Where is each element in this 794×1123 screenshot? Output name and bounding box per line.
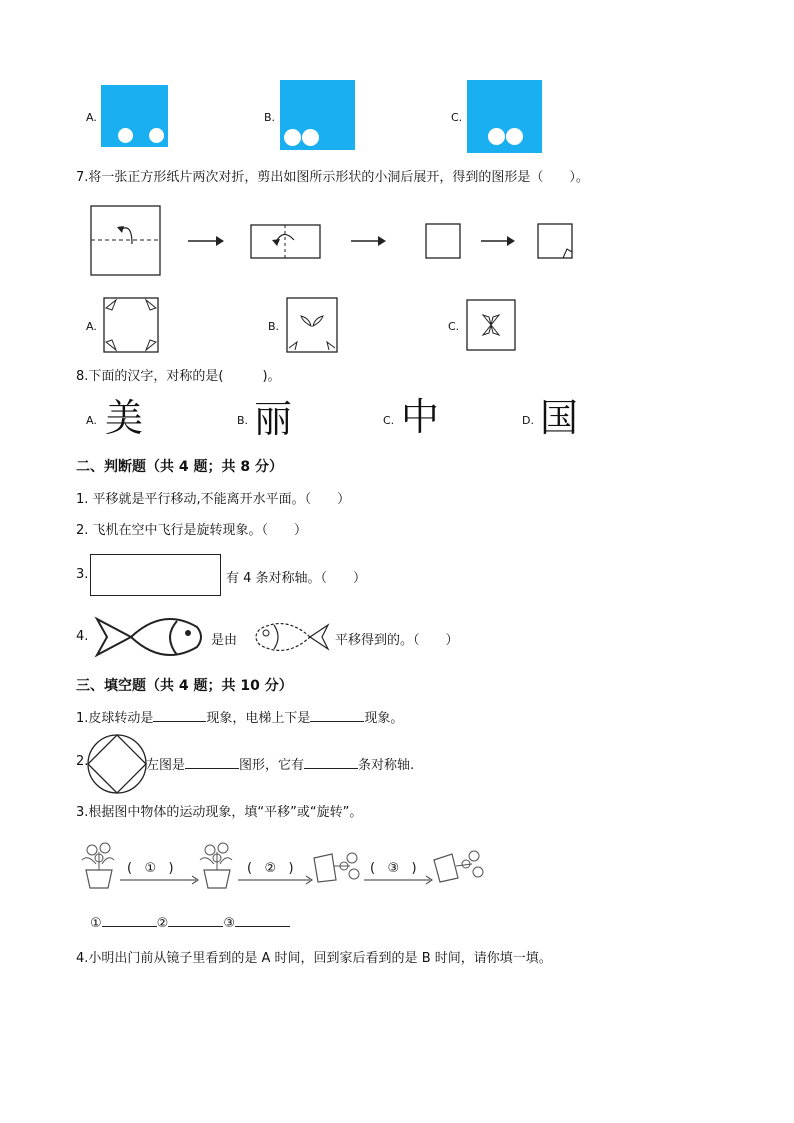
section2-title: 二、判断题（共 4 题；共 8 分） [76, 459, 283, 475]
answer-blank[interactable] [185, 768, 239, 769]
q8-option-d-label: D. [522, 414, 534, 427]
hole-shape [483, 315, 499, 335]
answer-label-2: ② [156, 916, 169, 931]
hole-shape [301, 316, 311, 326]
section3-q2-num: 2. [76, 754, 89, 769]
section2-item-4-num: 4. [76, 629, 89, 644]
section3-q3-answers [90, 916, 290, 931]
fish-body [131, 619, 201, 655]
hole-shape [313, 316, 323, 326]
folded-square [426, 224, 460, 258]
q6-option-a-figure [101, 85, 168, 147]
q7-option-b-label: B. [268, 320, 280, 333]
arrow-mark-2: ② [264, 861, 277, 876]
q7-option-a-figure [102, 296, 162, 354]
answer-blank[interactable] [235, 926, 290, 927]
fish-body [256, 624, 310, 651]
section3-q3: 3.根据图中物体的运动现象，填“平移”或“旋转”。 [76, 805, 363, 820]
q7-option-b-figure [285, 296, 341, 354]
answer-blank[interactable] [168, 926, 223, 927]
circle [88, 735, 146, 793]
motion-label-1: ( ① ) [127, 861, 174, 876]
hole-shape [146, 300, 156, 310]
hole-shape [106, 340, 116, 350]
arrowhead [117, 226, 124, 233]
arrowhead [216, 236, 224, 246]
motion-label-2: ( ② ) [247, 861, 294, 876]
fish-eye [263, 630, 269, 636]
hole [284, 129, 301, 146]
fish-dashed-icon [252, 619, 332, 655]
q8-option-c-char: 中 [401, 395, 440, 439]
q2-text-b: 图形，它有 [239, 758, 305, 773]
hole [149, 128, 164, 143]
answer-label-3: ③ [223, 916, 235, 931]
hole [488, 128, 505, 145]
hole [302, 129, 319, 146]
arrow-mark-3: ③ [387, 861, 400, 876]
hole-shape [146, 340, 156, 350]
answer-blank[interactable] [153, 721, 206, 722]
q6-option-b-figure [280, 80, 355, 150]
plant-pot-icon [200, 843, 232, 888]
q1-text-c: 现象。 [364, 711, 404, 726]
option-square [104, 298, 158, 352]
section2-item-3-text: 有 4 条对称轴。（ ） [226, 571, 367, 586]
folded-rectangle [251, 225, 320, 258]
plant-pot-tilted-icon [434, 851, 483, 882]
fish-tail [310, 625, 328, 649]
hole [506, 128, 523, 145]
motion-label-3: ( ③ ) [370, 861, 417, 876]
section3-q4: 4.小明出门前从镜子里看到的是 A 时间，回到家后看到的是 B 时间，请你填一填。 [76, 951, 552, 966]
fish-icon [93, 613, 205, 661]
arrowhead [272, 239, 280, 246]
q8-option-a-char: 美 [105, 396, 144, 440]
answer-blank[interactable] [304, 768, 358, 769]
answer-blank[interactable] [310, 721, 364, 722]
section3-q2 [146, 754, 414, 773]
q8-option-a-label: A. [86, 414, 97, 427]
circle-square-figure [86, 733, 148, 795]
answer-blank[interactable] [102, 926, 157, 927]
q6-option-c-label: C. [451, 111, 463, 124]
hole-shape [106, 300, 116, 310]
q8-option-b-char: 丽 [254, 397, 293, 441]
q7-question: 7.将一张正方形纸片两次对折，剪出如图所示形状的小洞后展开，得到的图形是（ ）。 [76, 170, 589, 185]
q8-option-b-label: B. [237, 414, 249, 427]
q6-option-c-figure [467, 80, 542, 153]
fish-gill [274, 625, 278, 649]
arrow-mark-1: ① [144, 861, 157, 876]
arrowhead [507, 236, 515, 246]
plant-pot-icon [82, 843, 114, 888]
q6-option-b-label: B. [264, 111, 276, 124]
hole-shape [289, 342, 297, 350]
hole [118, 128, 133, 143]
q6-option-a-label: A. [86, 111, 97, 124]
q7-folding-steps [80, 200, 590, 280]
answer-label-1: ① [90, 916, 102, 931]
fish-gill [170, 621, 177, 655]
q2-text-a: 左图是 [146, 758, 186, 773]
section2-item-4-tail: 平移得到的。（ ） [335, 633, 459, 648]
section2-item-3-num: 3. [76, 567, 89, 582]
fish-eye [185, 630, 191, 636]
q8-option-c-label: C. [383, 414, 395, 427]
q7-option-c-label: C. [448, 320, 460, 333]
section3-q1 [76, 707, 403, 726]
plant-pot-tilted-icon [314, 853, 359, 882]
fish-tail [97, 619, 131, 655]
cut-square [538, 224, 572, 258]
q7-option-c-figure [465, 298, 519, 352]
q2-text-c: 条对称轴. [358, 758, 415, 773]
arrowhead [378, 236, 386, 246]
q8-question: 8.下面的汉字，对称的是( )。 [76, 369, 281, 384]
rectangle-figure [90, 554, 221, 596]
section3-title: 三、填空题（共 4 题；共 10 分） [76, 678, 293, 694]
section2-item-4-mid: 是由 [211, 633, 238, 648]
q7-option-a-label: A. [86, 320, 97, 333]
q1-text-b: 现象，电梯上下是 [206, 711, 311, 726]
q8-option-d-char: 国 [540, 396, 579, 440]
q1-text-a: 1.皮球转动是 [76, 711, 154, 726]
hole-shape [327, 342, 335, 350]
cut-shape [563, 249, 572, 258]
section2-item-2: 2. 飞机在空中飞行是旋转现象。（ ） [76, 523, 308, 538]
section2-item-1: 1. 平移就是平行移动,不能离开水平面。（ ） [76, 492, 351, 507]
